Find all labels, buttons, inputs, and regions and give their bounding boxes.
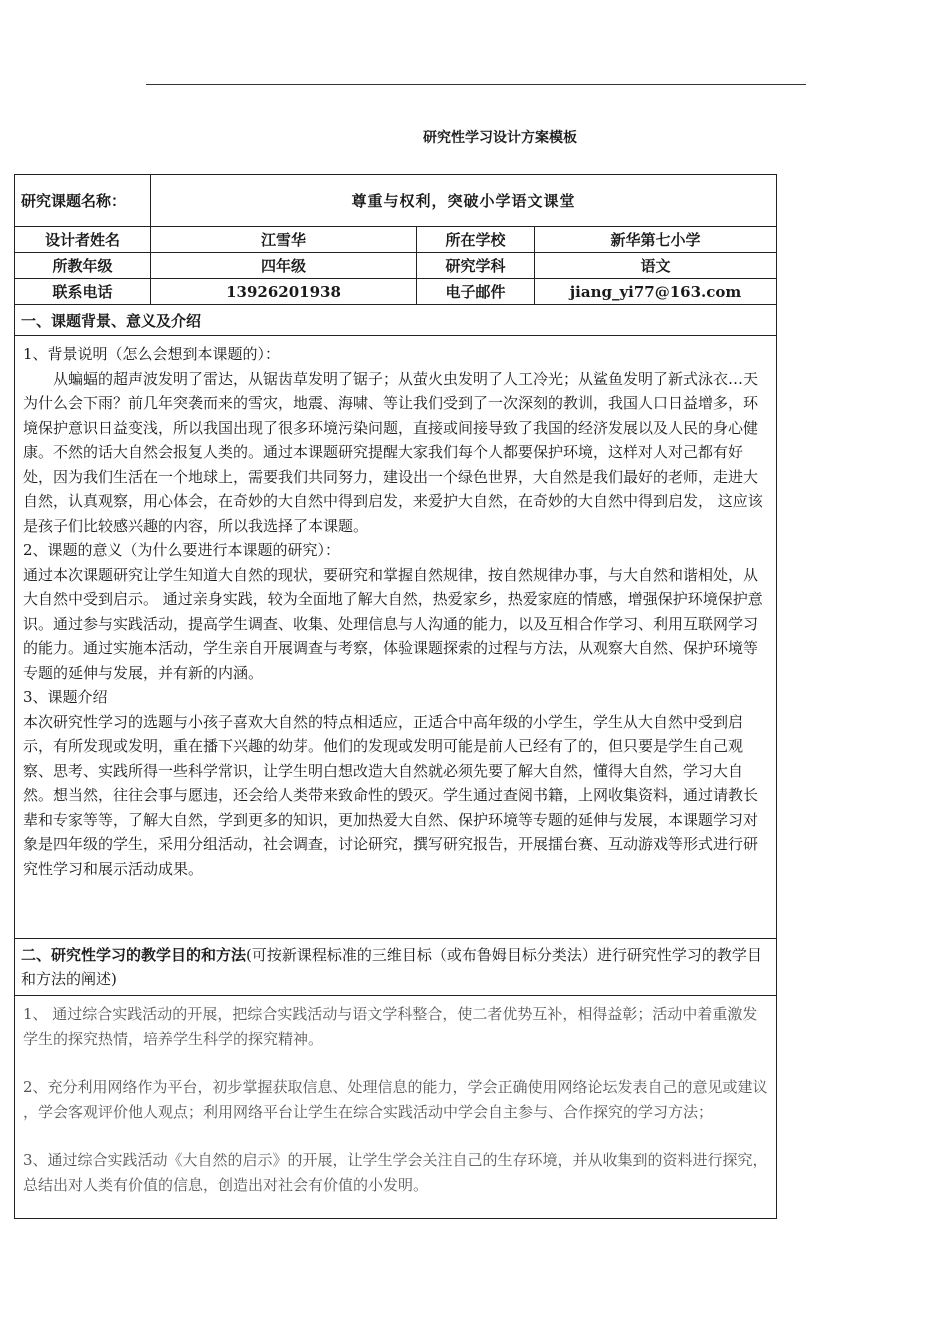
- document-title: 研究性学习设计方案模板: [423, 130, 577, 146]
- section2-body-row: [15, 996, 777, 1219]
- intro-title: 3、课题介绍: [23, 688, 108, 706]
- spacer: [23, 1124, 768, 1148]
- design-form-table: [14, 174, 777, 1219]
- grade-label: 所教年级: [15, 253, 151, 279]
- goal-item-2: 2、充分利用网络作为平台，初步掌握获取信息、处理信息的能力，学会正确使用网络论坛发表自己的意见或建议 ，学会客观评价他人观点；利用网络平台让学生在综合实践活动中学会自主参与、合作探究的学习方法；: [23, 1078, 768, 1121]
- goal-item-1: 1、 通过综合实践活动的开展，把综合实践活动与语文学科整合，使二者优势互补，相得益彰；活动中着重激发学生的探究热情，培养学生科学的探究精神。: [23, 1005, 758, 1048]
- section2-heading-rest: (可按新课程标准的三维目标（或布鲁姆目标分类法）进行研究性学习的教学目和方法的阐述): [21, 946, 762, 988]
- topic-value: 尊重与权利，突破小学语文课堂: [151, 175, 777, 227]
- section2-heading: [15, 939, 777, 996]
- meaning-text: 通过本次课题研究让学生知道大自然的现状，要研究和掌握自然规律，按自然规律办事，与大自然和谐相处，从大自然中受到启示。 通过亲身实践，较为全面地了解大自然，热爱家乡，热爱家庭的情感，增强保护环境保护意识。通过参与实践活动，提高学生调查、收集、处理信息与人沟通的能力，以及互相合作学习、利用互联网学习的能力。通过实施本活动，学生亲自开展调查与考察，体验课题探索的过程与方法，从观察大自然、保护环境等专题的延伸与发展，并有新的内涵。: [23, 565, 763, 682]
- designer-row: [15, 227, 777, 253]
- section1-body-row: [15, 336, 777, 939]
- background-text: 从蝙蝠的超声波发明了雷达，从锯齿草发明了锯子；从萤火虫发明了人工冷光；从鲨鱼发明了新式泳衣…天为什么会下雨？前几年突袭而来的雪灾，地震、海啸、等让我们受到了一次深刻的教训，我国人口日益增多，环境保护意识日益变浅，所以我国出现了很多环境污染问题，直接或间接导致了我国的经济发展以及人民的身心健康。不然的话大自然会报复人类的。通过本课题研究提醒大家我们每个人都要保护环境，这样对人对己都有好处，因为我们生活在一个地球上，需要我们共同努力，建设出一个绿色世界，大自然是我们最好的老师，走进大自然，认真观察，用心体会，在奇妙的大自然中得到启发，来爱护大自然，在奇妙的大自然中得到启发， 这应该是孩子们比较感兴趣的内容，所以我选择了本课题。: [23, 369, 763, 535]
- email-label: 电子邮件: [417, 279, 535, 305]
- subject-value: 语文: [535, 253, 777, 279]
- school-value: 新华第七小学: [535, 227, 777, 253]
- subject-label: 研究学科: [417, 253, 535, 279]
- goal-item-3: 3、通过综合实践活动《大自然的启示》的开展，让学生学会关注自己的生存环境，并从收集到的资料进行探究，总结出对人类有价值的信息，创造出对社会有价值的小发明。: [23, 1151, 768, 1194]
- grade-value: 四年级: [151, 253, 417, 279]
- topic-row: [15, 175, 777, 227]
- section1-body: [15, 336, 777, 939]
- grade-row: [15, 253, 777, 279]
- intro-text: 本次研究性学习的选题与小孩子喜欢大自然的特点相适应，正适合中高年级的小学生，学生从大自然中受到启示，有所发现或发明，重在播下兴趣的幼芽。他们的发现或发明可能是前人已经有了的，但只要是学生自己观察、思考、实践所得一些科学常识，让学生明白想改造大自然就必须先要了解大自然，懂得大自然，学习大自然。想当然，往往会事与愿违，还会给人类带来致命性的毁灭。学生通过查阅书籍，上网收集资料，通过请教长辈和专家等等，了解大自然，学到更多的知识，更加热爱大自然、保护环境等专题的延伸与发展，本课题学习对象是四年级的学生，采用分组活动，社会调查，讨论研究，撰写研究报告，开展擂台赛、互动游戏等形式进行研究性学习和展示活动成果。: [23, 712, 759, 878]
- section2-body: [15, 996, 777, 1219]
- section1-heading: 一、课题背景、意义及介绍: [15, 305, 777, 336]
- header-rule: [146, 84, 806, 85]
- designer-value: 江雪华: [151, 227, 417, 253]
- contact-row: [15, 279, 777, 305]
- meaning-title: 2、课题的意义（为什么要进行本课题的研究）：: [23, 541, 341, 559]
- section1-heading-row: [15, 305, 777, 336]
- section2-heading-row: [15, 939, 777, 996]
- email-value: jiang_yi77@163.com: [535, 279, 777, 305]
- school-label: 所在学校: [417, 227, 535, 253]
- phone-label: 联系电话: [15, 279, 151, 305]
- designer-label: 设计者姓名: [15, 227, 151, 253]
- background-title: 1、背景说明（怎么会想到本课题的）：: [23, 345, 281, 363]
- topic-label: 研究课题名称：: [15, 175, 151, 227]
- spacer: [23, 1051, 768, 1075]
- section2-heading-bold: 二、研究性学习的教学目的和方法: [21, 946, 247, 964]
- phone-value: 13926201938: [151, 279, 417, 305]
